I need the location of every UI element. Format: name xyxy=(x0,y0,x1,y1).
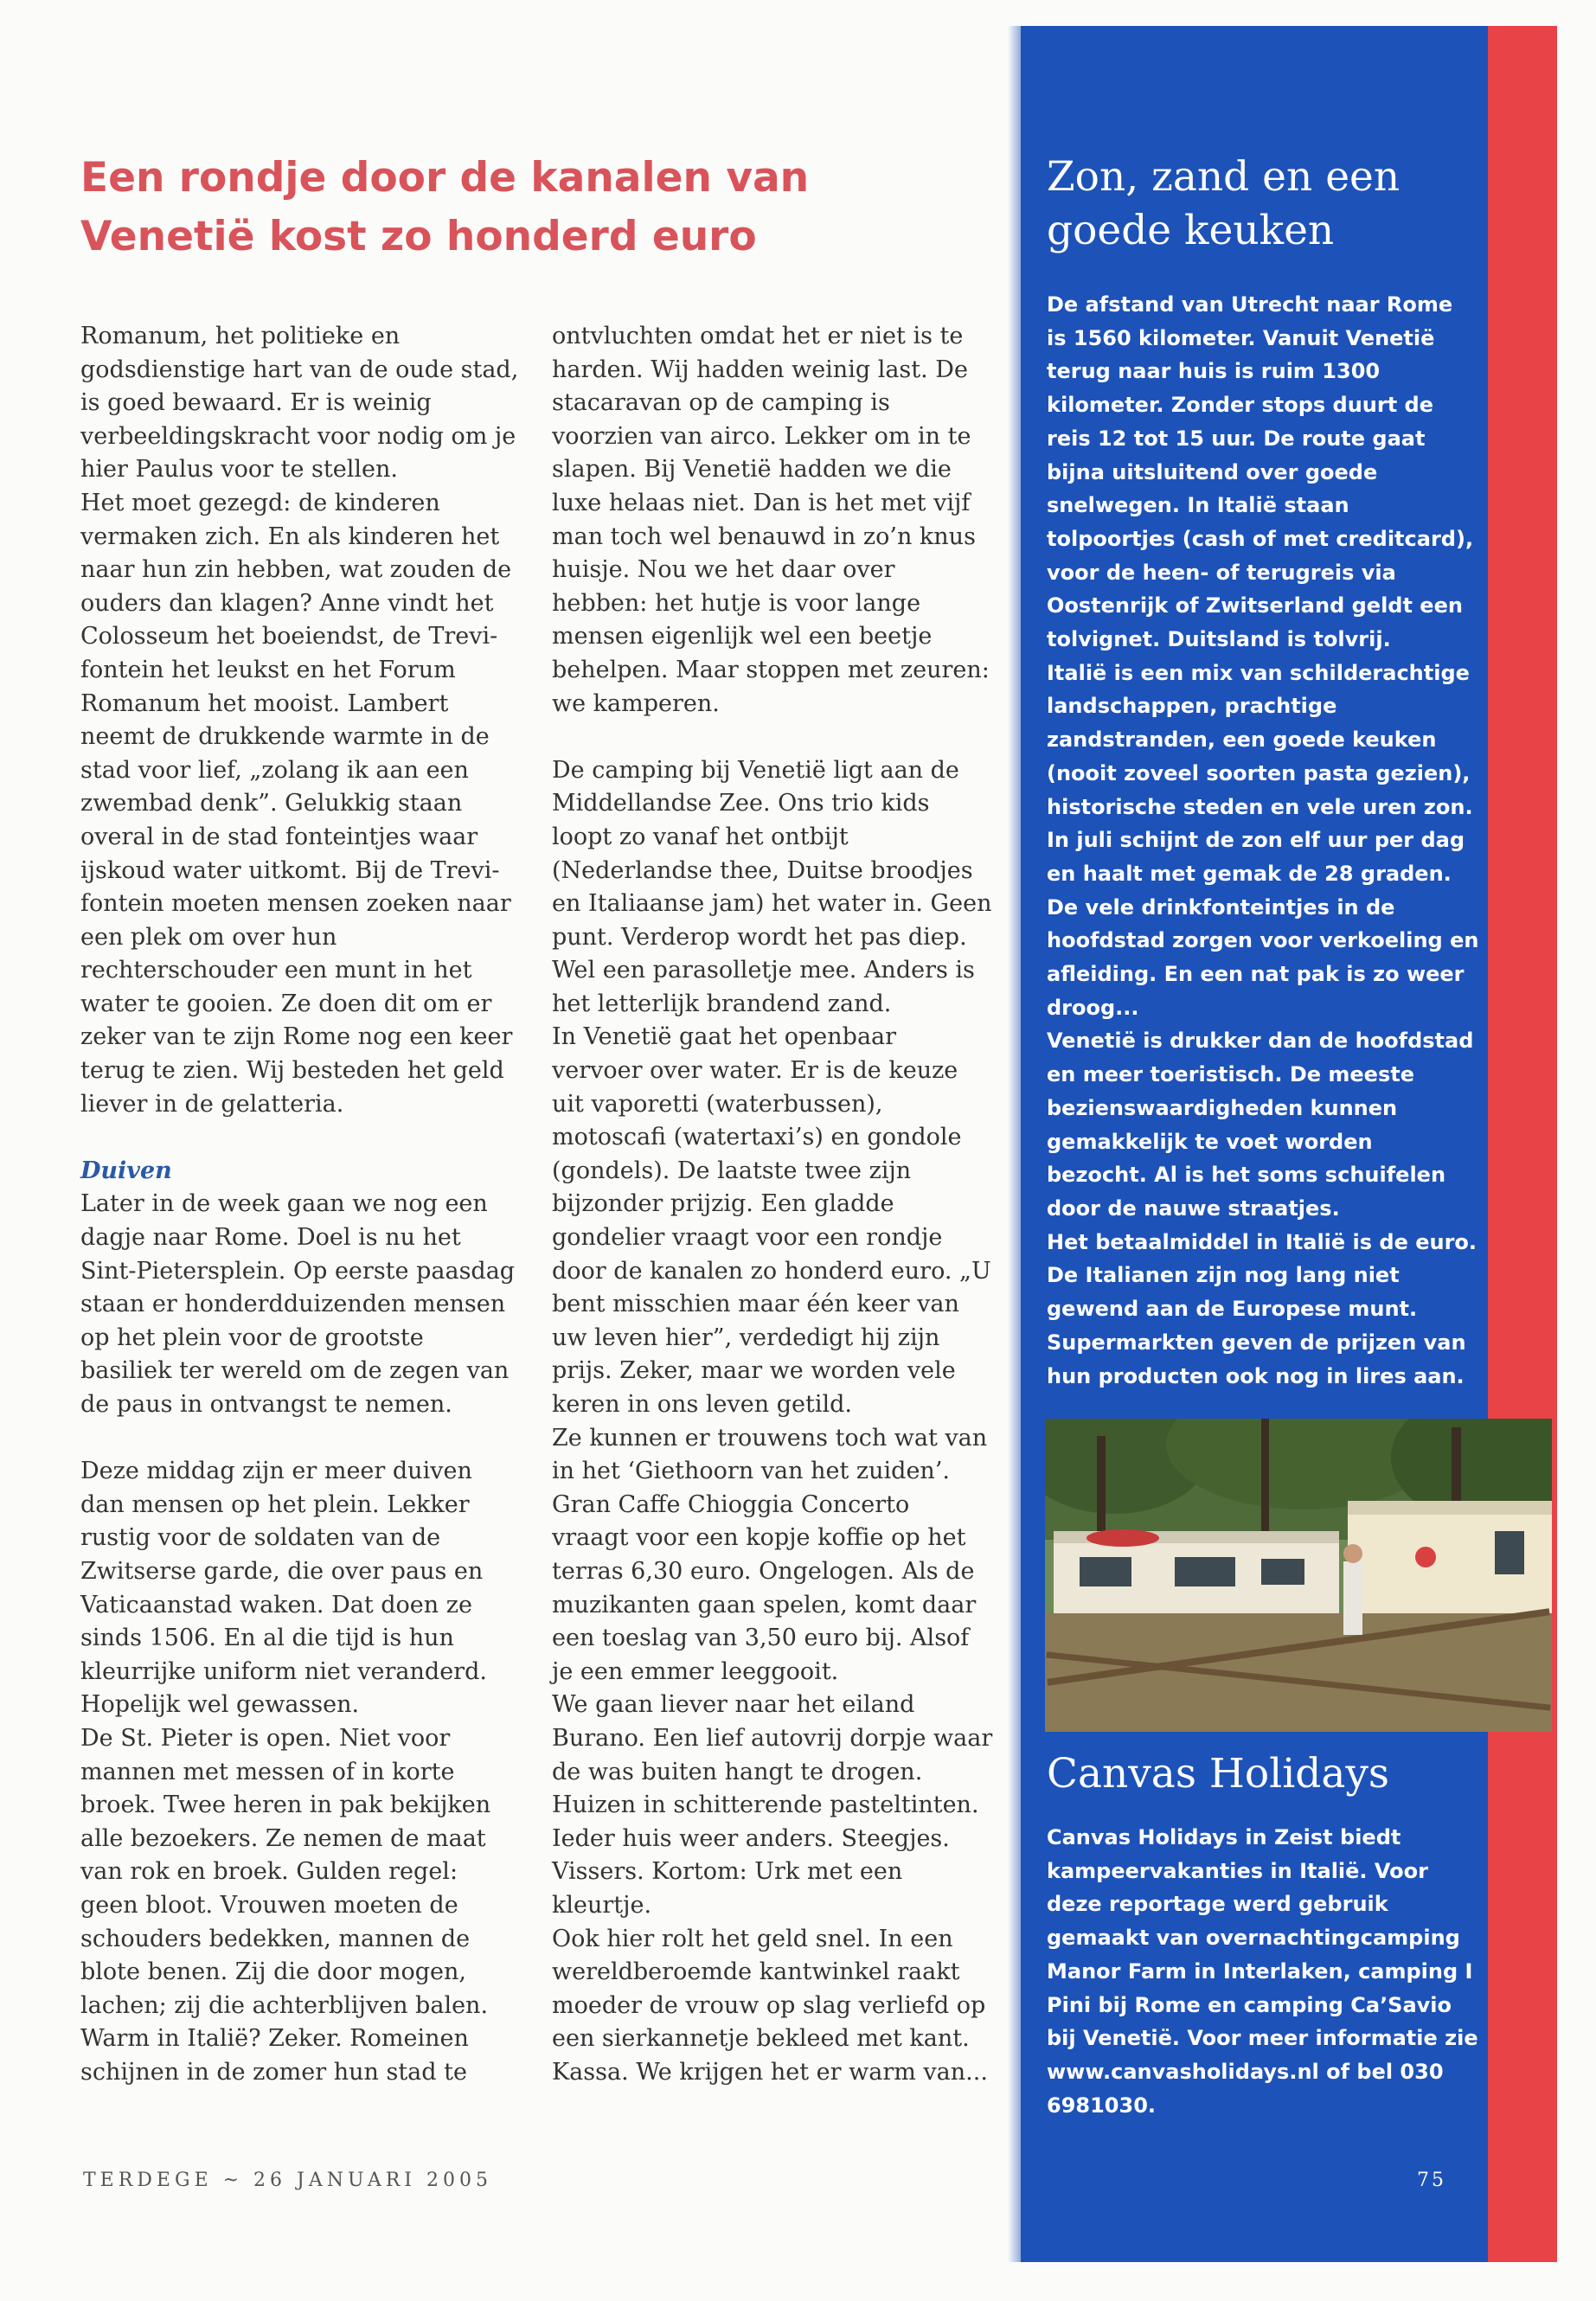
col2-paragraph-1: ontvluchten omdat het er niet is te harden. Wij hadden weinig last. De stacaravan op de camping is voorzien van airco. Lekker om in te slapen. Bij Venetië hadden we die luxe helaas niet. Dan is het met vijf man toch wel benauwd in zo’n knus huisje. Nou we het daar over hebben: het hutje is voor lange mensen eigenlijk wel een beetje behelpen. Maar stoppen met zeuren: we kamperen. xyxy=(552,323,990,717)
col2-paragraph-5: We gaan liever naar het eiland Burano. Een lief autovrij dorpje waar de was buiten hangt te drogen. Huizen in schitterende pasteltinten. Ieder huis weer anders. Steegjes. Vissers. Kortom: Urk met een kleurtje. xyxy=(552,1691,993,1919)
sidebar-box2-title: Canvas Holidays xyxy=(1047,1750,1390,1798)
sidebar-box1-paragraph-2: Italië is een mix van schilderachtige landschappen, prachtige zandstranden, een goede keuken (nooit zoveel soorten pasta gezien), historische steden en vele uren zon. In juli schijnt de zon elf uur per dag en haalt met gemak de 28 graden. De vele drinkfonteintjes in de hoofdstad zorgen voor verkoeling en afleiding. En een nat pak is zo weer droog... xyxy=(1047,660,1479,1020)
sidebar-box2-paragraph: Canvas Holidays in Zeist biedt kampeervakanties in Italië. Voor deze reportage werd gebruik gemaakt van overnachtingcamping Manor Farm in Interlaken, camping I Pini bij Rome en camping Ca’Savio bij Venetië. Voor meer informatie zie www.canvasholidays.nl of bel 030 6981030. xyxy=(1047,1825,1478,2118)
sidebar-box1-title: Zon, zand en een goede keuken xyxy=(1047,153,1401,254)
article-column-1 xyxy=(80,320,522,2089)
sidebar-box1-paragraph-1: De afstand van Utrecht naar Rome is 1560 kilometer. Vanuit Venetië terug naar huis is ruim 1300 kilometer. Zonder stops duurt de reis 12 tot 15 uur. De route gaat bijna uitsluitend over goede snelwegen. In Italië staan tolpoortjes (cash of met creditcard), voor de heen- of terugreis via Oostenrijk of Zwitserland geldt een tolvignet. Duitsland is tolvrij. xyxy=(1047,292,1474,652)
footer-publication: TERDEGE ~ 26 JANUARI 2005 xyxy=(83,2170,492,2191)
col2-paragraph-3: In Venetië gaat het openbaar vervoer over water. Er is de keuze uit vaporetti (waterbussen), motoscafi (watertaxi’s) en gondole (gondels). De laatste twee zijn bijzonder prijzig. Een gladde gondelier vraagt voor een rondje door de kanalen zo honderd euro. „U bent misschien maar één keer van uw leven hier”, verdedigt hij zijn prijs. Zeker, maar we worden vele keren in ons leven getild. xyxy=(552,1023,991,1418)
col2-paragraph-6: Ook hier rolt het geld snel. In een wereldberoemde kantwinkel raakt moeder de vrouw op slag verliefd op een sierkannetje bekleed met kant. Kassa. We krijgen het er warm van... xyxy=(552,1925,988,2086)
campsite-illustration xyxy=(1045,1419,1552,1732)
sidebar-box1-text xyxy=(1047,288,1479,1393)
col1-paragraph-4: Deze middag zijn er meer duiven dan mensen op het plein. Lekker rustig voor de soldaten van de Zwitserse garde, die over paus en Vaticaanstad waken. Dat doen ze sinds 1506. En al die tijd is hun kleurrijke uniform niet veranderd. Hopelijk wel gewassen. xyxy=(80,1458,487,1719)
sidebar-box1-paragraph-3: Venetië is drukker dan de hoofdstad en meer toeristisch. De meeste bezienswaardigheden kunnen gemakkelijk te voet worden bezocht. Al is het soms schuifelen door de nauwe straatjes. xyxy=(1047,1029,1474,1221)
col2-paragraph-4: Ze kunnen er trouwens toch wat van in het ‘Giethoorn van het zuiden’. Gran Caffe Chioggia Concerto vraagt voor een kopje koffie op het terras 6,30 euro. Ongelogen. Als de muzikanten gaan spelen, komt daar een toeslag van 3,50 euro bij. Alsof je een emmer leeggooit. xyxy=(552,1424,988,1685)
col1-paragraph-2: Het moet gezegd: de kinderen vermaken zich. En als kinderen het naar hun zin hebben, wat zouden de ouders dan klagen? Anne vindt het Colosseum het boeiendst, de Trevi-fontein het leukst en het Forum Romanum het mooist. Lambert neemt de drukkende warmte in de stad voor lief, „zolang ik aan een zwembad denk”. Gelukkig staan overal in de stad fonteintjes waar ijskoud water uitkomt. Bij de Trevi-fontein moeten mensen zoeken naar een plek om over hun rechterschouder een munt in het water te gooien. Ze doen dit om er zeker van te zijn Rome nog een keer terug te zien. Wij besteden het geld liever in de gelatteria. xyxy=(80,489,513,1118)
article-headline: Een rondje door de kanalen van Venetië kost zo honderd euro xyxy=(80,154,810,260)
col1-paragraph-5: De St. Pieter is open. Niet voor mannen met messen of in korte broek. Twee heren in pak bekijken alle bezoekers. Ze nemen de maat van rok en broek. Gulden regel: geen bloot. Vrouwen moeten de schouders bedekken, mannen de blote benen. Zij die door mogen, lachen; zij die achterblijven balen. Warm in Italië? Zeker. Romeinen schijnen in de zomer hun stad te xyxy=(80,1724,491,2086)
article-column-2 xyxy=(552,320,993,2089)
campsite-photo xyxy=(1045,1419,1552,1732)
sidebar-box1-paragraph-4: Het betaalmiddel in Italië is de euro. De Italianen zijn nog lang niet gewend aan de Europese munt. Supermarkten geven de prijzen van hun producten ook nog in lires aan. xyxy=(1047,1229,1477,1388)
page-number: 75 xyxy=(1417,2170,1446,2191)
col1-paragraph-3: Later in de week gaan we nog een dagje naar Rome. Doel is nu het Sint-Pietersplein. Op eerste paasdag staan er honderdduizenden mensen op het plein voor de grootste basiliek ter wereld om de zegen van de paus in ontvangst te nemen. xyxy=(80,1190,516,1418)
subhead-duiven: Duiven xyxy=(80,1157,172,1184)
red-band xyxy=(1488,26,1557,2262)
col1-paragraph-1: Romanum, het politieke en godsdienstige hart van de oude stad, is goed bewaard. Er is weinig verbeeldingskracht voor nodig om je hier Paulus voor te stellen. xyxy=(80,323,519,484)
col2-paragraph-2: De camping bij Venetië ligt aan de Middellandse Zee. Ons trio kids loopt zo vanaf het ontbijt (Nederlandse thee, Duitse broodjes en Italiaanse jam) het water in. Geen punt. Verderop wordt het pas diep. Wel een parasolletje mee. Anders is het letterlijk brandend zand. xyxy=(552,756,992,1017)
sidebar-box2-text xyxy=(1047,1821,1479,2122)
